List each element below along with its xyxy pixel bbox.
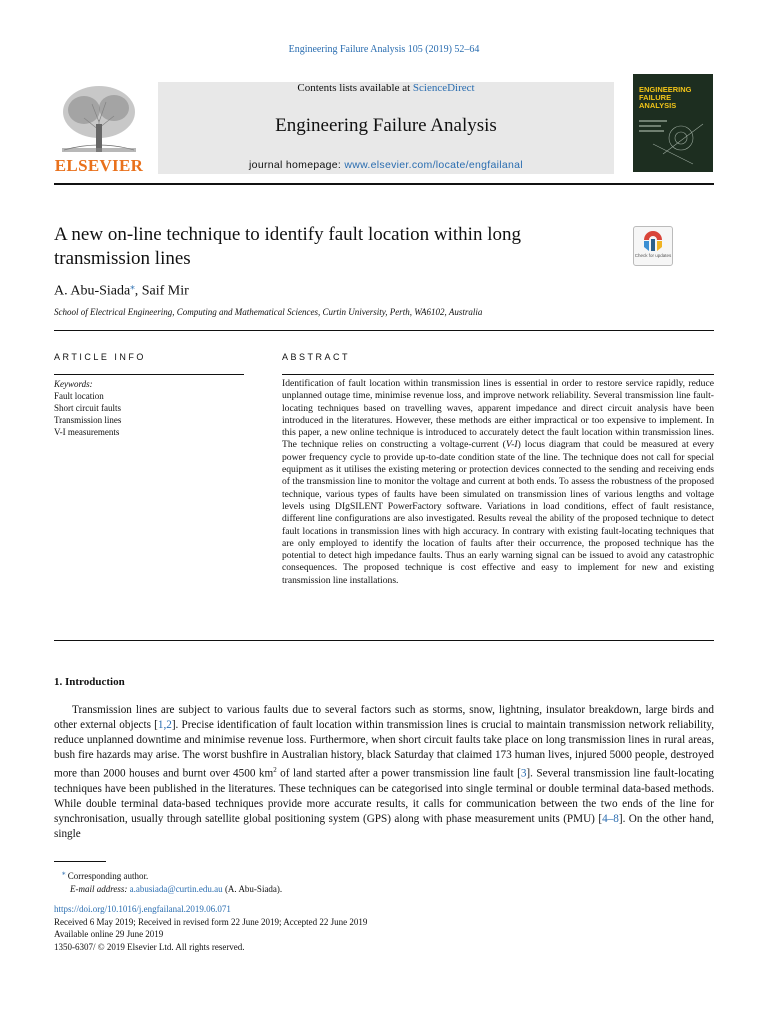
superscript: 2 <box>273 766 277 775</box>
running-head[interactable] <box>0 44 768 55</box>
journal-citation-link[interactable]: Engineering Failure Analysis 105 (2019) 52–64 <box>288 44 480 55</box>
author-line <box>54 281 189 300</box>
doi-link[interactable]: https://doi.org/10.1016/j.engfailanal.2019.06.071 <box>54 904 231 914</box>
homepage-line <box>158 159 614 171</box>
crossmark-icon <box>643 230 663 252</box>
copyright: 1350-6307/ © 2019 Elsevier Ltd. All rights reserved. <box>54 941 245 952</box>
journal-cover[interactable] <box>633 74 713 172</box>
homepage-link[interactable]: www.elsevier.com/locate/engfailanal <box>344 159 523 171</box>
header-divider <box>54 183 714 185</box>
keywords-block <box>54 378 244 438</box>
email-label: E-mail address: <box>70 884 130 894</box>
abstract-rule <box>282 374 714 375</box>
email-line <box>62 883 282 896</box>
citation-link[interactable]: 3 <box>520 768 527 781</box>
intro-text-run: Transmission lines are subject to various faults due to several factors such as storms, snow, lightning, insulator breakdown, large birds and other external objects [ <box>54 704 714 732</box>
article-info-heading: ARTICLE INFO <box>54 352 146 362</box>
homepage-prefix: journal homepage: <box>249 159 345 171</box>
corresponding-label: Corresponding author. <box>65 871 149 881</box>
elsevier-wordmark: ELSEVIER <box>54 156 144 175</box>
vi-term: V-I <box>505 439 518 451</box>
email-suffix: (A. Abu-Siada). <box>222 884 283 894</box>
check-for-updates-label: Check for updates <box>634 253 672 258</box>
abstract-divider <box>54 640 714 641</box>
article-info-rule <box>54 374 244 375</box>
affiliation: School of Electrical Engineering, Computing and Mathematical Sciences, Curtin University, Perth, WA6102, Australia <box>54 307 483 317</box>
available-online: Available online 29 June 2019 <box>54 929 164 939</box>
citation-link[interactable]: 4–8 <box>602 813 619 826</box>
abstract-part: ) locus diagram that could be measured at every power frequency cycle to provide up-to-date condition state of the line. The technique does not call for special equipment as it utilises the existing metering or protection devices connected to the sending and receiving ends of the transmission line to monitor the voltage and current at both ends. To assess the robustness of the proposed technique, various types of faults have been simulated on transmission lines of various lengths and voltage levels using DIgSILENT PowerFactory software. Variations in load conditions, effect of fault resistance, different line configurations are also investigated. Results reveal the ability of the proposed technique to detect fault locations in transmission lines with high accuracy. In contrary with existing fault-locating techniques that are only employed to identify the location of faults after their occurrence, the proposed technique has the potential to detect high impedance faults. Thus an early warning signal can be issued to avoid any catastrophic consequences. The proposed technique is cost effective and easy to implement for new and existing transmission line installations. <box>282 439 715 586</box>
sciencedirect-link[interactable]: ScienceDirect <box>412 82 475 94</box>
contents-line <box>158 82 614 94</box>
footnote-rule <box>54 861 106 862</box>
publication-metadata <box>54 903 367 953</box>
author-name: A. Abu-Siada <box>54 283 131 299</box>
section-heading-introduction: 1. Introduction <box>54 676 125 688</box>
footnote-mark: ⁎ <box>62 869 66 877</box>
abstract-heading: ABSTRACT <box>282 352 351 362</box>
footnote <box>62 867 282 896</box>
intro-text-run: ]. Precise identification of fault location within transmission lines is crucial to maintain transmission network reliability, reduce unplanned downtime and minimise revenue loss. Furthermore, when short circuit faults take place on long transmission lines in rural areas, bush fire hazards may arise. The worst bushfire in Australian history, black Saturday that claimed 173 human lives, injured 5000 people, destroyed more than 2000 houses and burnt over 4500 km <box>54 719 714 781</box>
keyword-item: Short circuit faults <box>54 403 121 413</box>
paper-title: A new on-line technique to identify fault location within long transmission lines <box>54 224 521 269</box>
keyword-item: V-I measurements <box>54 427 120 437</box>
keywords-label: Keywords: <box>54 379 93 389</box>
introduction-paragraph <box>54 703 714 843</box>
affiliation-divider <box>54 330 714 331</box>
corresponding-author-mark[interactable]: ⁎ <box>130 281 135 291</box>
contents-prefix: Contents lists available at <box>297 82 413 94</box>
email-link[interactable]: a.abusiada@curtin.edu.au <box>129 884 223 894</box>
citation-link[interactable]: 1,2 <box>157 719 172 732</box>
keyword-item: Transmission lines <box>54 415 122 425</box>
corresponding-author-note <box>62 867 282 883</box>
cover-graphic <box>633 114 713 172</box>
author-separator: , <box>134 283 142 299</box>
abstract-text <box>282 378 714 587</box>
intro-text-run: of land started after a power transmission line fault [ <box>276 768 521 781</box>
journal-title: Engineering Failure Analysis <box>275 115 497 136</box>
cover-title: ENGINEERING FAILURE ANALYSIS <box>639 85 692 110</box>
intro-text-run: ]. Several transmission line fault-locating techniques have been published in the literatures. These techniques can be categorised into single terminal or double terminal data-based methods. While double terminal data-based techniques provide more accurate results, it calls for communication between the two ends of the line for synchronisation, usually through satellite global positioning system (GPS) along with phase measurement units (PMU) [ <box>54 768 714 826</box>
author-name: Saif Mir <box>141 283 189 299</box>
check-for-updates-button[interactable] <box>633 226 673 266</box>
intro-text-run: ]. On the other hand, single <box>54 813 714 841</box>
received-dates: Received 6 May 2019; Received in revised form 22 June 2019; Accepted 22 June 2019 <box>54 916 368 927</box>
keyword-item: Fault location <box>54 391 104 401</box>
abstract-part: Identification of fault location within transmission lines is essential in order to restore service rapidly, reduce unplanned outage time, minimise revenue loss, and improve network reliability. Several transmission line fault-locating techniques based on travelling waves, apparent impedance and direct circuit analysis have been introduced in the literatures. However, these methods are either impractical or too expensive to implement. In this paper, a new online technique is introduced to accurately detect the fault location within transmission lines. The technique relies on constructing a voltage-current ( <box>282 378 714 451</box>
